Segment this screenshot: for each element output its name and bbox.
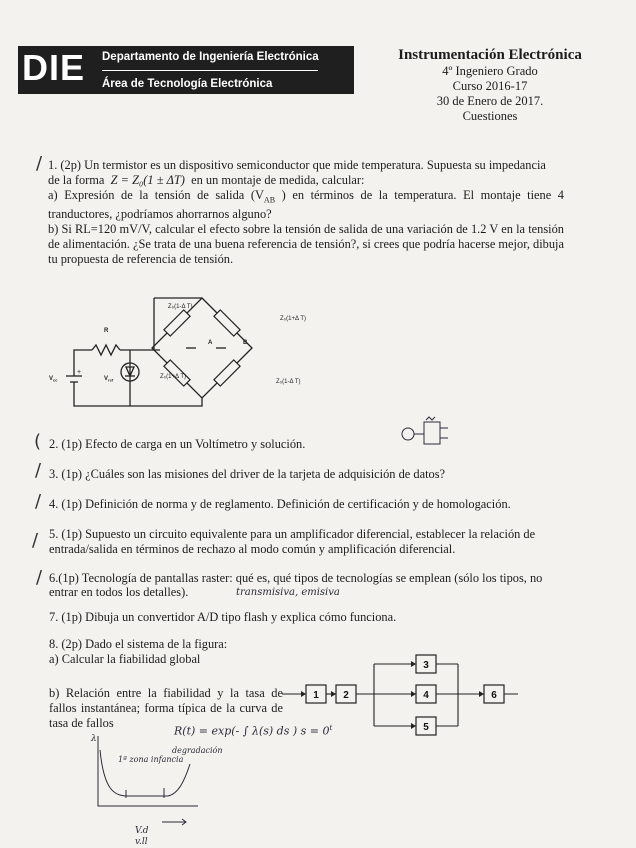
z-top-left-label: Z₀(1-Δ T) (168, 304, 193, 310)
question-2: 2. (1p) Efecto de carga en un Voltímetro y solución. (49, 437, 306, 451)
q8-part-a: a) Calcular la fiabilidad global (49, 652, 201, 666)
margin-tick: / (35, 491, 42, 512)
block-2-label: 2 (343, 690, 349, 701)
exam-date: 30 de Enero de 2017. (436, 94, 544, 108)
hand-sketch-voltmeter (396, 414, 456, 448)
vref-text: V (104, 376, 109, 382)
hand-note-infancia: 1ª zona infancia (118, 755, 184, 764)
z-top-left-resistor (164, 310, 190, 336)
q1-formula: Z = Z₀(1 ± ΔT) (110, 173, 185, 187)
handwritten-note-q6: transmisiva, emisiva (236, 587, 340, 598)
question-1 (48, 158, 564, 267)
bridge-circuit-diagram (40, 280, 340, 410)
block-1-label: 1 (313, 690, 319, 701)
margin-tick: / (36, 567, 43, 588)
course-title: Instrumentación Electrónica (398, 47, 582, 63)
formula-text: R(t) = exp(- ∫ λ(s) ds ) s = 0 (174, 724, 330, 738)
exam-type: Cuestiones (462, 109, 518, 123)
z-bottom-right-resistor (214, 360, 240, 386)
question-5-line2: entrada/salida en términos de rechazo al modo común y amplificación diferencial. (49, 542, 456, 556)
hand-note-degradacion: degradación (172, 746, 223, 755)
block-3-label: 3 (423, 660, 429, 671)
margin-bracket: ( (34, 431, 42, 452)
hand-axis-label: λ (91, 734, 97, 744)
vcc-sub: cc (53, 377, 58, 383)
q1-line2-post: en un montaje de medida, calcular: (191, 173, 365, 187)
hand-note-vida: V.d (135, 826, 149, 836)
q1-a-text2: ) en términos de la temperatura. El montaje tiene 4 tranductores, ¿podríamos ahorrarnos alguno? (48, 188, 564, 222)
question-5-line1: 5. (1p) Supuesto un circuito equivalente para un amplificador diferencial, establecer la relación de (49, 527, 536, 541)
q8-part-b: b) Relación entre la fiabilidad y la tasa de fallos instantánea; forma típica de la curva de tasa de fallos (49, 686, 283, 730)
question-8 (49, 637, 283, 731)
question-3: 3. (1p) ¿Cuáles son las misiones del driver de la tarjeta de adquisición de datos? (49, 467, 446, 481)
q1-a-sub: AB (263, 195, 276, 205)
question-6-line1: 6.(1p) Tecnología de pantallas raster: qué es, qué tipos de tecnologías se emplean (sólo los tipos, no (49, 571, 543, 585)
course-level: 4º Ingeniero Grado (442, 64, 538, 78)
course-header (380, 46, 600, 124)
vref-label (104, 376, 114, 383)
question-4: 4. (1p) Definición de norma y de reglamento. Definición de certificación y de homologación. (49, 497, 511, 511)
vcc-text: V (49, 376, 54, 382)
z-bottom-left-resistor (164, 360, 190, 386)
margin-tick: / (36, 153, 43, 174)
q1-a-text: a) Expresión de la tensión de salida (V (48, 188, 264, 202)
margin-tick: / (32, 530, 39, 551)
resistor-label: R (104, 328, 109, 334)
vcc-label (49, 376, 58, 383)
banner-divider (102, 70, 318, 71)
die-logo: DIE (22, 47, 86, 88)
formula-sup: t (329, 724, 333, 732)
q1-part-b: b) Si RL=120 mV/V, calcular el efecto sobre la tensión de salida de una variación de 1.2 V en la tensión de alimentación. ¿Se trata de una buena referencia de tensión?, si crees que podría hacerse mejor, dibuja tu propuesta de referencia de tensión. (48, 222, 564, 267)
z-top-right-label: Z₀(1+Δ T) (280, 316, 307, 322)
area-name: Área de Tecnología Electrónica (102, 78, 273, 90)
q8-line1: 8. (2p) Dado el sistema de la figura: (49, 637, 228, 651)
question-7: 7. (1p) Dibuja un convertidor A/D tipo flash y explica cómo funciona. (49, 610, 397, 624)
block-5-label: 5 (423, 722, 429, 733)
bathtub-curve-sketch (86, 730, 206, 830)
margin-tick: / (35, 460, 42, 481)
q1-line2-pre: de la forma (48, 173, 105, 187)
z-bottom-right-label: Z₀(1-Δ T) (276, 379, 301, 385)
q1-line1: 1. (2p) Un termistor es un dispositivo semiconductor que mide temperatura. Supuesta su impedancia (48, 158, 546, 172)
question-6-line2: entrar en todos los detalles). (49, 585, 189, 599)
node-b-label: B (243, 340, 248, 346)
block-4-label: 4 (423, 690, 429, 701)
q1-line2 (48, 173, 564, 188)
z-top-right-resistor (214, 310, 240, 336)
battery-plus: + (77, 369, 82, 376)
block-6-label: 6 (491, 690, 497, 701)
z-bottom-left-label: Z₀(1+Δ T) (160, 374, 187, 380)
q1-part-a (48, 188, 564, 222)
course-year: Curso 2016-17 (452, 79, 528, 93)
node-a-label: A (208, 340, 213, 346)
hand-note-vida2: v.ll (135, 837, 148, 847)
department-name: Departamento de Ingeniería Electrónica (102, 51, 319, 63)
vref-sub: ref (108, 377, 114, 383)
